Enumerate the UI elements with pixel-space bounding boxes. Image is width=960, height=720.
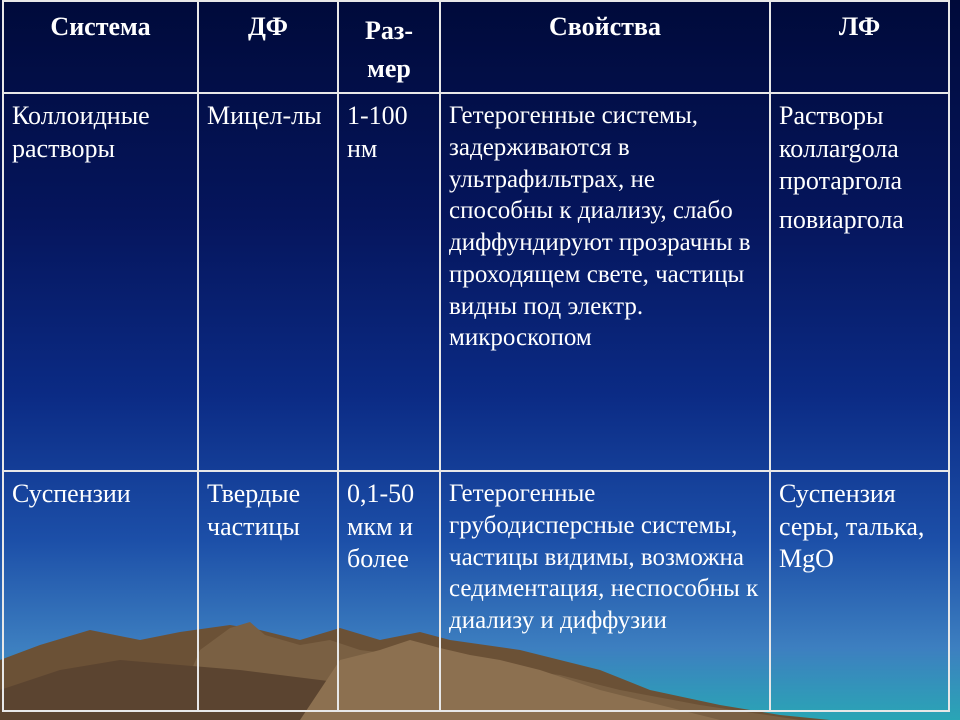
header-df: ДФ (198, 1, 338, 93)
header-size-line1: Раз- (365, 16, 413, 45)
header-properties: Свойства (440, 1, 770, 93)
header-system: Система (3, 1, 198, 93)
cell-system: Коллоидные растворы (3, 93, 198, 471)
cell-lf (770, 471, 949, 711)
header-size (338, 1, 440, 93)
comparison-table (2, 0, 950, 712)
lf-item: Растворы коллargола (779, 101, 899, 163)
cell-lf (770, 93, 949, 471)
cell-size: 0,1-50 мкм и более (338, 471, 440, 711)
cell-size: 1-100 нм (338, 93, 440, 471)
cell-properties: Гетерогенные грубодисперсные системы, частицы видимы, возможна седиментация, неспособны к диализу и диффузии (440, 471, 770, 711)
table-row (3, 471, 949, 711)
cell-properties: Гетерогенные системы, задерживаются в ультрафильтрах, не способны к диализу, слабо диффундируют прозрачны в проходящем свете, частицы видны под электр. микроскопом (440, 93, 770, 471)
header-row (3, 1, 949, 93)
cell-df: Мицел-лы (198, 93, 338, 471)
header-size-line2: мер (367, 53, 411, 83)
lf-item: Суспензия серы, талька, MgO (779, 479, 925, 573)
header-lf: ЛФ (770, 1, 949, 93)
lf-item: протаргола (779, 166, 902, 195)
table-row (3, 93, 949, 471)
cell-system: Суспензии (3, 471, 198, 711)
cell-df: Твердые частицы (198, 471, 338, 711)
lf-item: повиаргола (779, 204, 904, 234)
